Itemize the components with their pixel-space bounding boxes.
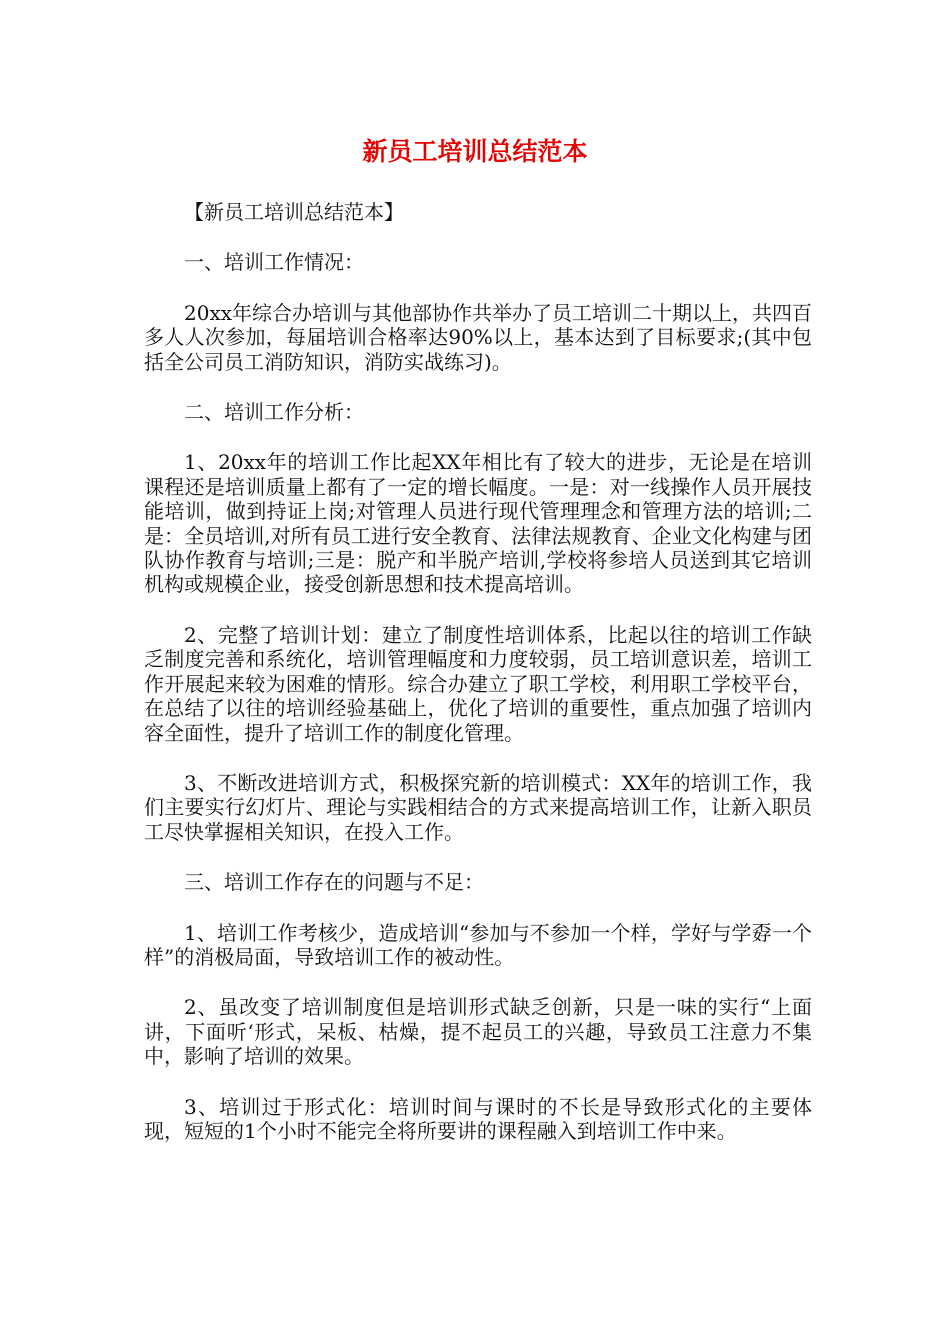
document-paragraph: 【新员工培训总结范本】 xyxy=(184,200,404,224)
document-paragraph: 3、培训过于形式化：培训时间与课时的不长是导致形式化的主要体现，短短的1个小时不能完全将所要讲的课程融入到培训工作中来。 xyxy=(144,1094,812,1143)
document-paragraph: 2、虽改变了培训制度但是培训形式缺乏创新，只是一味的实行“上面讲，下面听‘形式，呆板、枯燥，提不起员工的兴趣，导致员工注意力不集中，影响了培训的效果。 xyxy=(144,995,812,1069)
section-heading: 三、培训工作存在的问题与不足： xyxy=(184,870,484,895)
document-paragraph: 1、培训工作考核少，造成培训“参加与不参加一个样，学好与学孬一个样”的消极局面，导致培训工作的被动性。 xyxy=(144,920,812,969)
document-title: 新员工培训总结范本 xyxy=(362,137,588,166)
document-paragraph: 3、不断改进培训方式，积极探究新的培训模式：XX年的培训工作，我们主要实行幻灯片、理论与实践相结合的方式来提高培训工作，让新入职员工尽快掌握相关知识，在投入工作。 xyxy=(144,770,812,844)
document-body xyxy=(144,200,812,1143)
document-paragraph: 20xx年综合办培训与其他部协作共举办了员工培训二十期以上，共四百多人人次参加，每届培训合格率达90%以上，基本达到了目标要求;(其中包括全公司员工消防知识，消防实战练习)。 xyxy=(144,300,813,374)
document-paragraph: 1、20xx年的培训工作比起XX年相比有了较大的进步，无论是在培训课程还是培训质量上都有了一定的增长幅度。一是：对一线操作人员开展技能培训，做到持证上岗;对管理人员进行现代管理理念和管理方法的培训;二是：全员培训,对所有员工进行安全教育、法律法规教育、企业文化构建与团队协作教育与培训;三是：脱产和半脱产培训,学校将参培人员送到其它培训机构或规模企业，接受创新思想和技术提高培训。 xyxy=(144,450,812,597)
section-heading: 一、培训工作情况： xyxy=(184,250,364,275)
section-heading: 二、培训工作分析： xyxy=(184,400,364,425)
document-paragraph: 2、完整了培训计划：建立了制度性培训体系，比起以往的培训工作缺乏制度完善和系统化，培训管理幅度和力度较弱，员工培训意识差，培训工作开展起来较为困难的情形。综合办建立了职工学校，利用职工学校平台，在总结了以往的培训经验基础上，优化了培训的重要性，重点加强了培训内容全面性，提升了培训工作的制度化管理。 xyxy=(144,622,812,745)
